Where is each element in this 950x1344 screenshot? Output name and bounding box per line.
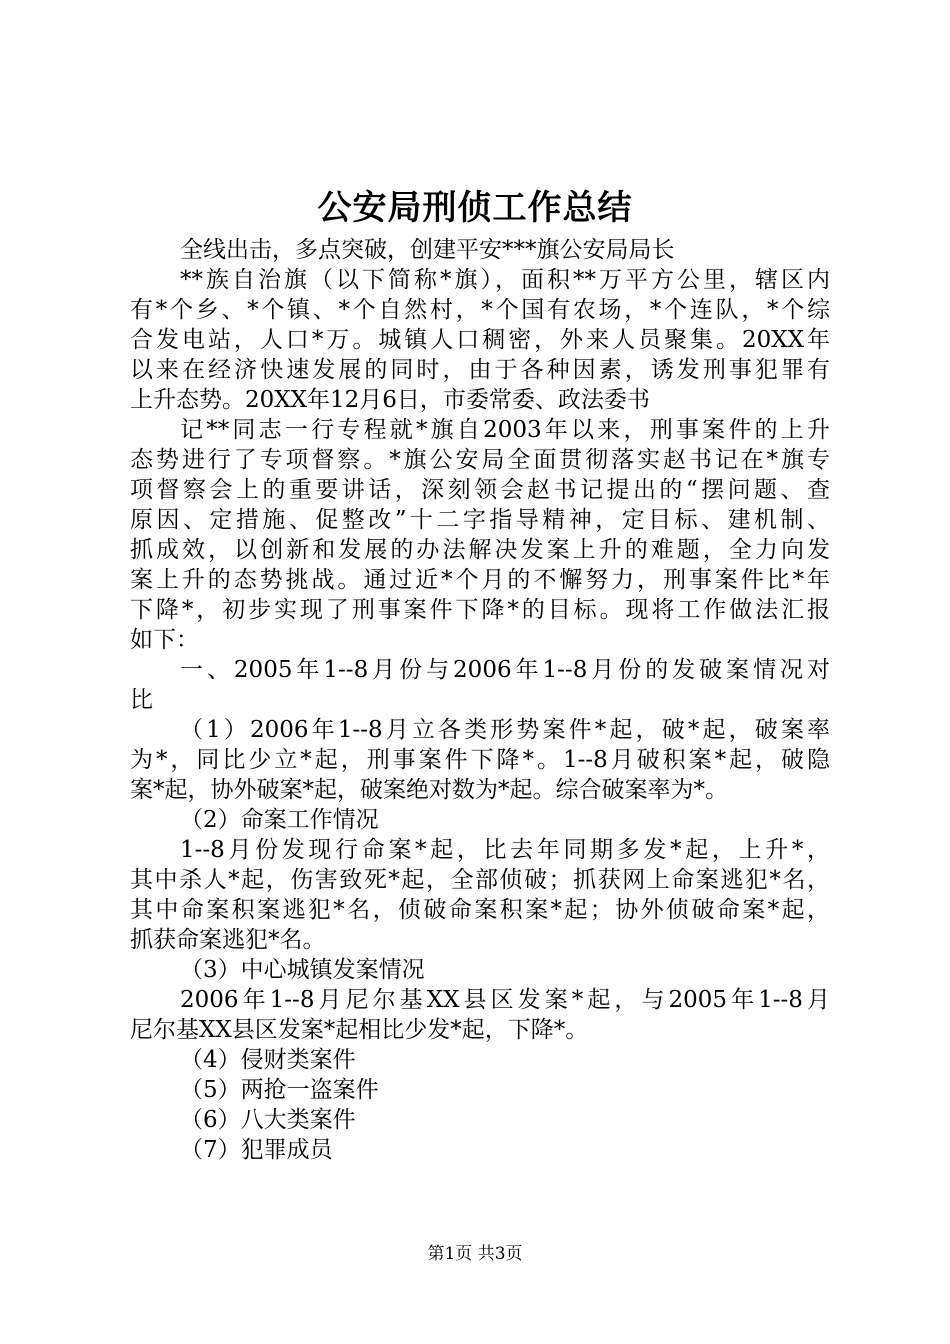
- text-line: 其中杀人*起，伤害致死*起，全部侦破；抓获网上命案逃犯*名，: [130, 867, 830, 893]
- text-line: 有*个乡、*个镇、*个自然村，*个国有农场，*个连队，*个综: [130, 297, 830, 323]
- text-line: （2）命案工作情况: [180, 807, 379, 833]
- text-line: 以来在经济快速发展的同时，由于各种因素，诱发刑事犯罪有: [130, 357, 830, 383]
- text-line: 项督察会上的重要讲话，深刻领会赵书记提出的“摆问题、查: [130, 477, 830, 503]
- text-line: 尼尔基XX县区发案*起相比少发*起，下降*。: [130, 1017, 589, 1043]
- text-line: 抓成效，以创新和发展的办法解决发案上升的难题，全力向发: [130, 537, 830, 563]
- text-line: （7）犯罪成员: [180, 1137, 333, 1163]
- text-line: 记**同志一行专程就*旗自2003年以来，刑事案件的上升: [180, 417, 830, 443]
- text-line: 1--8月份发现行命案*起，比去年同期多发*起，上升*，: [180, 837, 830, 863]
- text-line: （6）八大类案件: [180, 1107, 356, 1133]
- document-body: [130, 235, 830, 1165]
- text-line: 原因、定措施、促整改”十二字指导精神，定目标、建机制、: [130, 507, 830, 533]
- text-line: 全线出击，多点突破，创建平安***旗公安局局长: [180, 237, 675, 263]
- text-line: 其中命案积案逃犯*名，侦破命案积案*起；协外侦破命案*起，: [130, 897, 830, 923]
- page-footer: 第1页 共3页: [427, 1244, 523, 1264]
- text-line: （5）两抢一盗案件: [180, 1077, 379, 1103]
- text-line: 态势进行了专项督察。*旗公安局全面贯彻落实赵书记在*旗专: [130, 447, 830, 473]
- text-line: （1）2006年1--8月立各类形势案件*起，破*起，破案率: [180, 717, 830, 743]
- text-line: 上升态势。20XX年12月6日，市委常委、政法委书: [130, 387, 650, 413]
- text-line: 如下：: [130, 627, 199, 653]
- text-line: 案*起，协外破案*起，破案绝对数为*起。综合破案率为*。: [130, 777, 728, 803]
- text-line: 案上升的态势挑战。通过近*个月的不懈努力，刑事案件比*年: [130, 567, 830, 593]
- text-line: 为*，同比少立*起，刑事案件下降*。1--8月破积案*起，破隐: [130, 747, 830, 773]
- text-line: 抓获命案逃犯*名。: [130, 927, 326, 953]
- text-line: 一、2005年1--8月份与2006年1--8月份的发破案情况对: [180, 657, 830, 683]
- text-line: **族自治旗（以下简称*旗），面积**万平方公里，辖区内: [180, 267, 830, 293]
- text-line: （3）中心城镇发案情况: [180, 957, 425, 983]
- page-title: 公安局刑侦工作总结: [317, 188, 633, 228]
- text-line: 合发电站，人口*万。城镇人口稠密，外来人员聚集。20XX年: [130, 327, 830, 353]
- text-line: 比: [130, 687, 153, 713]
- text-line: （4）侵财类案件: [180, 1047, 356, 1073]
- text-line: 2006年1--8月尼尔基XX县区发案*起，与2005年1--8月: [180, 987, 830, 1013]
- text-line: 下降*，初步实现了刑事案件下降*的目标。现将工作做法汇报: [130, 597, 830, 623]
